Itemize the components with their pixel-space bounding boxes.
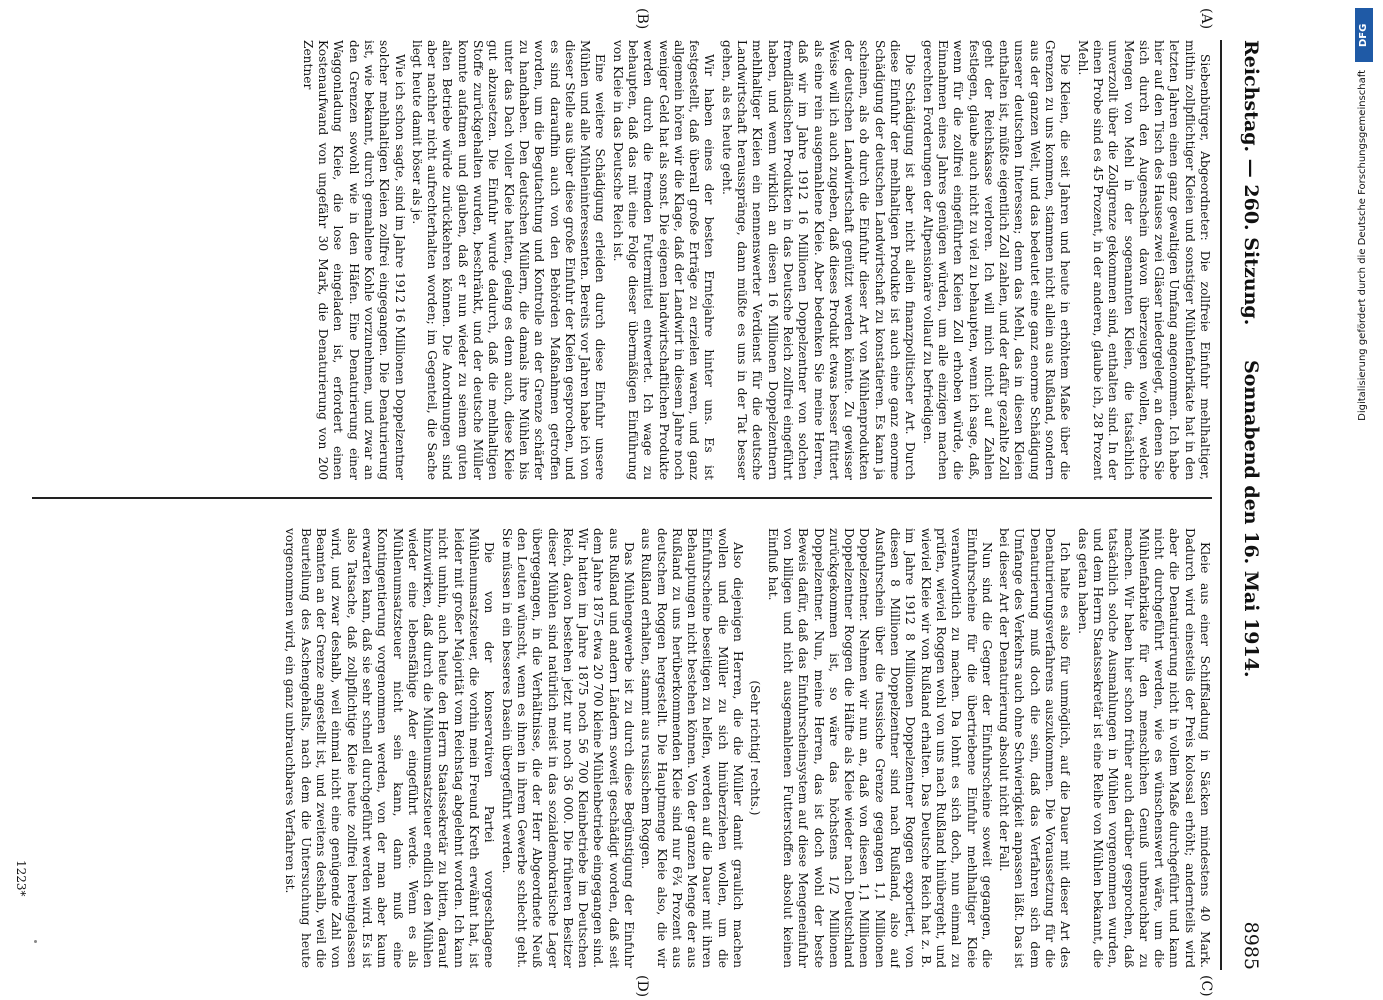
header-title: Reichstag. — 260. Sitzung.: [1240, 40, 1262, 326]
margin-marker-b: (B): [634, 8, 650, 30]
margin-marker-c: (C): [1198, 975, 1214, 997]
header-date: Sonnabend den 16. Mai 1914.: [1240, 360, 1262, 678]
paragraph: Eine weitere Schädigung erleiden durch diese Einfuhr unsere Mühlen und alle Mühleninteressenten. Bereits vor Jahren habe ich von dieser Stelle aus über diese große Einfuhr der Kleien gesprochen, und es sind daraufhin auch von den Behörden Maßnahmen getroffen worden, um die Begutachtung und Kontrolle an der Grenze schärfer zu handhaben. Den deutschen Müllern, die damals ihre Mühlen bis unter das Dach voller Kleie hatten, gelang es denn auch, diese Kleie gut abzusetzen. Die Einfuhr wurde dadurch, daß die mehlhaltigen Stoffe zurückgehalten wurden, beschränkt, und der deutsche Müller konnte aufatmen und glauben, daß er nun wieder zu seinem guten alten Betriebe würde zurückkehren können. Die Anordnungen sind aber nachher nicht aufrechterhalten worden; im Gegenteil, die Sache liegt heute damit böser als je.: [409, 40, 608, 480]
dfg-logo: DFG: [1355, 8, 1373, 62]
interjection: (Sehr richtig! rechts.): [748, 680, 763, 816]
paragraph: Wie ich schon sagte, sind im Jahre 1912 16 Millionen Doppelzentner solcher mehlhaltigen Kleien zollfrei eingegangen. Die Denaturierung ist, wie bekannt, durch gemahlene Kohle vorzunehmen, und zwar an den Grenzen sowohl wie in den Häfen. Eine Denaturierung einer Waggonladung Kleie, die lose eingeladen ist, erfordert einen Kostenaufwand von ungefähr 30 Mark, die Denaturierung von 200 Zentner: [300, 40, 407, 480]
digitization-credit: [1353, 0, 1375, 1000]
column-divider: [32, 497, 1212, 499]
paragraph: Siebenbürger, Abgeordneter: Die zollfreie Einfuhr mehlhaltiger, mithin zollpflichtiger Kleien und sonstiger Mühlenfabrikate hat in den letzten Jahren einen ganz gewaltigen Umfang angenommen. Ich habe hier auf den Tisch des Hauses zwei Gläser niedergelegt, an denen Sie sich durch den Augenschein davon überzeugen wollen, welche Mengen von Mehl in der sogenannten Kleien, die tatsächlich unverzollt über die Zollgrenze gekommen sind, enthalten sind. In der einen Probe sind es 45 Prozent, in der anderen, glaube ich, 28 Prozent Mehl.: [1075, 40, 1212, 480]
margin-marker-a: (A): [1198, 8, 1214, 30]
right-column: [32, 528, 1212, 968]
page-header: [1230, 40, 1270, 970]
page-number: 8985: [1240, 921, 1262, 970]
scan-speck: [34, 940, 37, 943]
paragraph: Also diejenigen Herren, die die Müller damit graulich machen wollen und die Müller zu sich hinüberziehen wollen, um die Einfuhrscheine beseitigen zu helfen, werden auf die Dauer mit ihren Behauptungen nicht bestehen können. Von der ganzen Menge der aus Rußland zu uns herüberkommenden Kleie sind nur 6¾ Prozent aus deutschem Roggen hergestellt. Die Hauptmenge Kleie also, die wir aus Rußland erhalten, stammt aus russischem Roggen.: [639, 528, 746, 968]
footer-sheet-number: 1223*: [14, 860, 28, 897]
paragraph: Die von der konservativen Partei vorgeschlagene Mühlenumsatzsteuer, die vorhin mein Freund Kreth erwähnt hat, ist leider mit großer Majorität vom Reichstag abgelehnt worden. Ich kann nicht umhin, auch heute den Herrn Staatssekretär zu bitten, darauf hinzuwirken, daß durch die Mühlenumsatzsteuer endlich den Mühlen wieder eine lebensfähige Ader eingeführt werde. Wenn es als Mühlenumsatzsteuer nicht sein kann, dann muß eine Kontingentierung vorgenommen werden, von der man aber kaum erwarten kann, daß sie sehr schnell durchgeführt werden wird. Es ist also Tatsache, daß zollpflichtige Kleie heute zollfrei hereingelassen wird, und zwar deshalb, weil einmal nicht eine genügende Zahl von Beamten an der Grenze angestellt ist, und zweitens deshalb, weil die Beurteilung des Aschengehalts, nach dem die Untersuchung heute vorgenommen wird, ein ganz unbrauchbares Verfahren ist.: [283, 528, 497, 968]
paragraph: Die Schädigung ist aber nicht allein finanzpolitischer Art. Durch diese Einfuhr der mehlhaltigen Produkte ist auch eine ganz enorme Schädigung der deutschen Landwirtschaft zu konstatieren. Es kann ja scheinen, als ob durch die Einfuhr dieser Art von Mühlenprodukten der deutschen Landwirtschaft genützt werden könnte. Zu gewisser Weise will ich auch zugeben, daß dieses Produkt etwas besser füttert als eine rein ausgemahlene Kleie. Aber bedenken Sie meine Herren, daß wir im Jahre 1912 16 Millionen Doppelzentner von solchen fremdländischen Produkten in das Deutsche Reich zollfrei eingeführt haben, und wenn wirklich an diesen 16 Millionen Doppelzentnern mehlhaltiger Kleien ein nennenswerter Verdienst für die deutsche Landwirtschaft herausspränge, dann müßte es uns in der Tat besser gehen, als es heute geht.: [719, 40, 918, 480]
paragraph: Die Kleien, die seit Jahren und heute in erhöhtem Maße über die Grenzen zu uns kommen, stammen nicht allein aus Rußland, sondern aus der ganzen Welt, und das bedeutet eine ganz enorme Schädigung unserer deutschen Interessen; denn das Mehl, das in diesen Kleien enthalten ist, müßte eigentlich Zoll zahlen, und der dafür gezahlte Zoll geht der Reichskasse verloren. Ich will mich nicht auf Zahlen festlegen, glaube auch nicht zu viel zu behaupten, wenn ich sage, daß, wenn für die zollfrei eingeführten Kleien Zoll erhoben würde, die Einnahmen eines Jahres genügen würden, um alle einzigen machen gerechten Forderungen der Altpensionäre vollauf zu befriedigen.: [920, 40, 1073, 480]
paragraph: Ich halte es also für unmöglich, auf die Dauer mit dieser Art des Denaturierungsverfahrens auszukommen. Die Voraussetzung für die Denaturierung muß doch die sein, daß das Verfahren sich dem Umfange des Verkehrs auch ohne Schwierigkeit anpassen läßt. Das ist bei dieser Art der Denaturierung absolut nicht der Fall.: [997, 528, 1073, 968]
paragraph: Nun sind die Gegner der Einfuhrscheine soweit gegangen, die Einfuhrscheine für die übertriebene Einfuhr mehlhaltiger Kleie verantwortlich zu machen. Da lohnt es sich doch, nun einmal zu prüfen, wieviel Roggen wohl von uns nach Rußland hinübergeht, und wieviel Kleie wir von Rußland erhalten. Das Deutsche Reich hat z. B. im Jahre 1912 8 Millionen Doppelzentner Roggen exportiert, von diesen 8 Millionen Doppelzentner sind nach Rußland, also auf Ausfuhrschein über die russische Grenze gegangen 1,1 Millionen Doppelzentner. Nehmen wir nun an, daß von diesen 1,1 Millionen Doppelzentner Roggen die Hälfte als Kleie wieder nach Deutschland zurückgekommen ist, so wäre das höchstens 1/2 Millionen Doppelzentner. Nun, meine Herren, das ist doch wohl der beste Beweis dafür, daß das Einfuhrscheinsystem auf diese Mengeneinfuhr von billigen und nicht ausgemahlenen Futterstoffen absolut keinen Einfluß hat.: [765, 528, 994, 968]
left-column: [32, 40, 1212, 480]
credit-text: Digitalisierung gefördert durch die Deutsche Forschungsgemeinschaft: [1357, 70, 1368, 421]
paragraph: Kleie aus einer Schiffsladung in Säcken mindestens 40 Mark. Dadurch wird einesteils der Preis kolossal erhöht; andernteils wird aber die Denaturierung nicht in vollem Maße durchgeführt und kann nicht durchgeführt werden, wie es wünschenswert wäre, um die Mühlenfabrikate für den menschlichen Genuß unbrauchbar zu machen. Wir haben hier schon früher auch darüber gesprochen, daß tatsächlich solche Ausmahlungen in Mühlen vorgenommen wurden, und dem Herrn Staatssekretär ist eine Reihe von Mühlen bekannt, die das getan haben.: [1075, 528, 1212, 968]
paragraph: Das Mühlengewerbe ist zu durch diese Begünstigung der Einfuhr aus Rußland und andern Ländern soweit geschädigt worden, daß seit dem Jahre 1875 etwa 20 700 kleine Mühlenbetriebe eingegangen sind. Wir hatten im Jahre 1875 noch 56 700 Kleinbetriebe im Deutschen Reich, davon bestehen jetzt nur noch 36 000. Die früheren Besitzer dieser Mühlen sind natürlich meist in das sozialdemokratische Lager übergegangen, in die Verhältnisse, die der Herr Abgeordnete Neuß den Leuten wünscht, wenn es ihnen in ihrem Gewerbe schlecht geht. Sie müssen in ein besseres Dasein übergeführt werden.: [499, 528, 637, 968]
paragraph: Wir haben eines der besten Erntejahre hinter uns. Es ist festgestellt, daß überall große Erträge zu erzielen waren, und ganz allgemein hören wir die Klage, daß der Landwirt in diesem Jahre noch weniger Geld hat als sonst. Die eigenen landwirtschaftlichen Produkte werden durch die fremden Futtermittel entwertet. Ich wage zu behaupten, daß das mit eine Folge dieser übermäßigen Einführung von Kleie in das Deutsche Reich ist.: [610, 40, 717, 480]
header-rule: [1220, 40, 1222, 970]
margin-marker-d: (D): [634, 975, 650, 998]
